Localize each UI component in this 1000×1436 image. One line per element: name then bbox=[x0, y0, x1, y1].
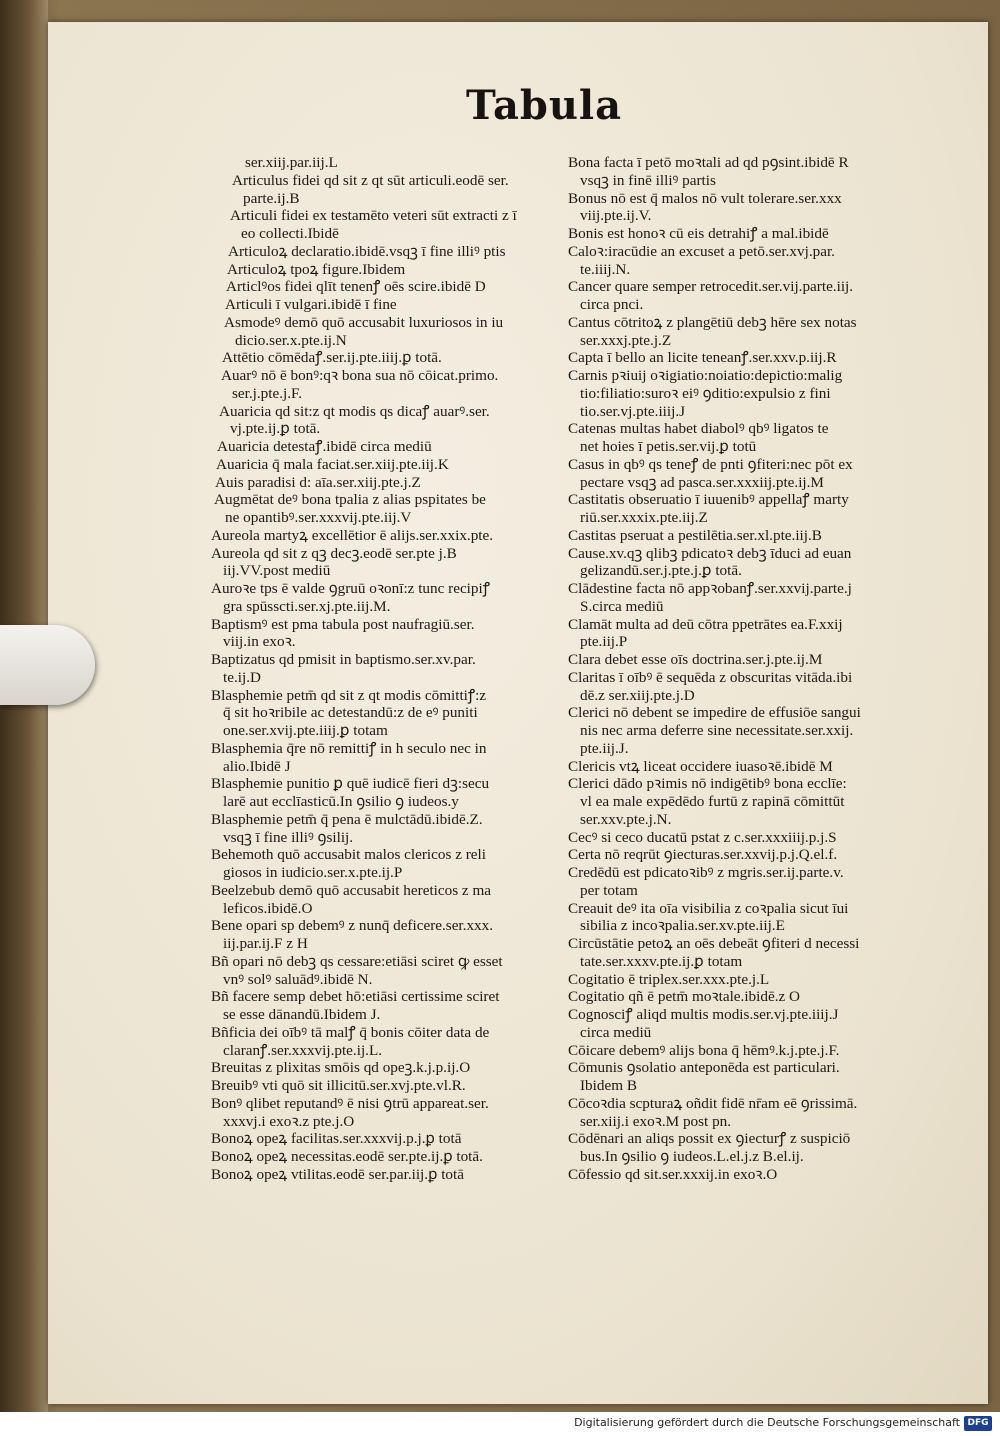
index-line: Cōfessio qd sit.ser.xxxij.in exoꝛ.O bbox=[568, 1165, 778, 1183]
index-line: Articulus fidei qd sit z qt sūt articuli.eodē ser. bbox=[232, 171, 509, 189]
index-line: Cause.xv.qꝫ qlibꝫ pdicatoꝛ debꝫ īduci ad euan bbox=[568, 544, 852, 562]
index-line: Bonis est honoꝛ cū eis detrahiꝭ a mal.ibidē bbox=[568, 225, 829, 242]
document-page bbox=[48, 22, 988, 1404]
index-line: Cognosciꝭ aliqd multis modis.ser.vj.pte.iiij.J bbox=[568, 1006, 839, 1023]
index-line: Bona facta ī petō moꝛtali ad qd pꝯsint.ibidē R bbox=[568, 154, 849, 171]
funding-text: Digitalisierung gefördert durch die Deutsche Forschungsgemeinschaft bbox=[574, 1416, 960, 1429]
footer-bar bbox=[0, 1412, 1000, 1436]
index-line: Cecꝰ si ceco ducatū pstat z c.ser.xxxiiij.p.j.S bbox=[568, 828, 837, 846]
index-line: tio.ser.vj.pte.iiij.J bbox=[580, 402, 686, 420]
index-line: Catenas multas habet diabolꝰ qbꝰ ligatos te bbox=[568, 420, 829, 438]
index-line: vsqꝫ in finē illiꝰ partis bbox=[580, 171, 716, 189]
index-line: iij.VV.post mediū bbox=[223, 562, 331, 580]
index-line: Blasphemia q̄re nō remittiꝭ in h seculo nec in bbox=[211, 739, 487, 757]
index-line: Casus in qbꝰ qs teneꝭ de pnti ꝯfiteri:nec pōt ex bbox=[568, 455, 853, 473]
index-line: Blasphemie petm̄ q̄ pena ē mulctādū.ibidē.Z. bbox=[211, 810, 483, 828]
index-line: viij.in exoꝛ. bbox=[223, 633, 296, 651]
index-line: q̄ sit hoꝛribile ac detestandū:z de eꝰ puniti bbox=[223, 704, 478, 722]
index-line: Augmētat deꝰ bona tpalia z alias pspitates be bbox=[214, 491, 486, 509]
index-line: Bonus nō est q̄ malos nō vult tolerare.ser.xxx bbox=[568, 189, 842, 207]
index-line: Aureola qd sit z qꝫ decꝫ.eodē ser.pte j.B bbox=[211, 544, 457, 562]
index-line: Cogitatio ē triplex.ser.xxx.pte.j.L bbox=[568, 970, 770, 988]
index-line: Cogitatio qñ ē petm̄ moꝛtale.ibidē.z O bbox=[568, 988, 801, 1006]
index-line: Caloꝛ:iracūdie an excuset a petō.ser.xvj.par. bbox=[568, 242, 835, 260]
index-line: pte.iij.P bbox=[580, 633, 628, 651]
index-line: Breuibꝰ vti quō sit illicitū.ser.xvj.pte.vl.R. bbox=[211, 1077, 466, 1094]
index-line: one.ser.xvij.pte.iiij.ꝑ totam bbox=[223, 722, 388, 739]
index-line: gra spūsscti.ser.xj.pte.iij.M. bbox=[223, 597, 391, 615]
index-line: pte.iij.J. bbox=[580, 739, 629, 757]
index-line: Carnis pꝛiuij oꝛigiatio:noiatio:depictio:malig bbox=[568, 367, 843, 384]
index-line: ser.xiij.i exoꝛ.M post pn. bbox=[580, 1112, 732, 1130]
index-line: Cantus cōtritoꝝ z plangētiū debꝫ hēre sex notas bbox=[568, 313, 857, 331]
index-line: nis nec arma deferre sine necessitate.ser.xxij. bbox=[580, 722, 854, 739]
index-line: Clericis vtꝝ liceat occidere iuasoꝛē.ibidē M bbox=[568, 757, 833, 775]
index-line: net hoies ī petis.ser.vij.ꝑ totū bbox=[580, 438, 757, 455]
index-line: circa mediū bbox=[580, 1023, 652, 1041]
left-column bbox=[203, 154, 543, 1184]
index-line: ne opantibꝰ.ser.xxxvij.pte.iij.V bbox=[225, 509, 412, 526]
index-line: pectare vsqꝫ ad pasca.ser.xxxiij.pte.ij.M bbox=[580, 473, 824, 491]
index-line: Bene opari sp debemꝰ z nunq̄ deficere.ser.xxx. bbox=[211, 917, 494, 935]
index-line: Creauit deꝰ ita oīa visibilia z coꝛpalia sicut īui bbox=[568, 899, 849, 917]
index-line: dē.z ser.xiij.pte.j.D bbox=[580, 686, 695, 704]
index-line: Articuloꝝ tpoꝝ figure.Ibidem bbox=[227, 260, 406, 278]
index-line: Circūstātie petoꝝ an oēs debeāt ꝯfiteri d necessi bbox=[568, 935, 860, 952]
index-line: se esse dānandū.Ibidem J. bbox=[223, 1006, 381, 1023]
index-line: Auaricia qd sit:z qt modis qs dicaꝭ auarꝰ.ser. bbox=[219, 402, 490, 420]
index-line: Castitas pseruat a pestilētia.ser.xl.pte.iij.B bbox=[568, 526, 822, 544]
index-line: Baptismꝰ est pma tabula post naufragiū.ser. bbox=[211, 615, 475, 633]
index-line: Asmodeꝰ demō quō accusabit luxuriosos in iu bbox=[224, 313, 504, 331]
index-line: vnꝰ solꝰ saluādꝰ.ibidē N. bbox=[223, 970, 373, 988]
index-line: gelizandū.ser.j.pte.j.ꝑ totā. bbox=[580, 562, 742, 580]
index-line: dicio.ser.x.pte.ij.N bbox=[235, 331, 347, 349]
index-line: ser.xiij.par.iij.L bbox=[245, 154, 338, 171]
page-title: Tabula bbox=[466, 82, 623, 129]
index-line: Clamāt multa ad deū cōtra ppetrātes ea.F.xxij bbox=[568, 615, 843, 633]
index-line: xxxvj.i exoꝛ.z pte.j.O bbox=[223, 1112, 355, 1130]
index-line: Certa nō reqrūt ꝯiecturas.ser.xxvij.p.j.Q.el.f. bbox=[568, 846, 838, 864]
index-line: Auarꝰ nō ē bonꝰ:qꝛ bona sua nō cōicat.primo. bbox=[221, 367, 499, 384]
index-line: Baptizatus qd pmisit in baptismo.ser.xv.par. bbox=[211, 651, 476, 668]
index-line: per totam bbox=[580, 881, 638, 899]
index-line: bus.In ꝯsilio ꝯ iudeos.L.el.j.z B.el.ij. bbox=[580, 1148, 804, 1165]
index-line: Clerici nō debent se impedire de effusiōe sangui bbox=[568, 704, 861, 722]
index-line: tio:filiatio:suroꝛ eiꝰ ꝯditio:expulsio z fini bbox=[580, 384, 831, 402]
index-line: te.iiij.N. bbox=[580, 260, 631, 278]
index-line: Attētio cōmēdaꝭ.ser.ij.pte.iiij.ꝑ totā. bbox=[222, 349, 442, 367]
index-line: Articuli ī vulgari.ibidē ī fine bbox=[225, 296, 397, 313]
index-line: Bñ opari nō debꝫ qs cessare:etiāsi sciret ꝙ esset bbox=[211, 952, 503, 970]
index-line: Bonoꝝ opeꝝ vtilitas.eodē ser.par.iij.ꝑ totā bbox=[211, 1165, 464, 1183]
index-line: Articuli fidei ex testamēto veteri sūt extracti z ī bbox=[230, 207, 517, 225]
index-line: Bñficia dei oībꝰ tā malꝭ q̄ bonis cōiter data de bbox=[211, 1023, 490, 1041]
index-line: circa pnci. bbox=[580, 296, 644, 313]
index-line: Cōcoꝛdia scpturaꝝ oñdit fidē nr̄am eē ꝯrissimā. bbox=[568, 1094, 858, 1112]
index-line: Blasphemie punitio ꝑ quē iudicē fieri dꝫ:secu bbox=[211, 775, 490, 793]
index-line: eo collecti.Ibidē bbox=[241, 225, 339, 242]
page-clip bbox=[0, 625, 95, 705]
index-line: Behemoth quō accusabit malos clericos z reli bbox=[211, 846, 486, 864]
index-line: Articlꝰos fidei qlīt tenenꝭ oēs scire.ibidē D bbox=[226, 278, 486, 296]
index-line: Blasphemie petm̄ qd sit z qt modis cōmittiꝭ:z bbox=[211, 686, 487, 704]
index-line: Aureola martyꝝ excellētior ē alijs.ser.xxix.pte. bbox=[211, 526, 494, 544]
index-line: ser.xxxj.pte.j.Z bbox=[580, 331, 672, 349]
index-line: vl ea male expēdēdo furtū z rapinā cōmittūt bbox=[580, 793, 845, 810]
index-line: vj.pte.ij.ꝑ totā. bbox=[230, 420, 321, 438]
index-line: Articuloꝝ declaratio.ibidē.vsqꝫ ī fine illiꝰ ptis bbox=[228, 242, 506, 260]
index-line: Auis paradisi d: aīa.ser.xiij.pte.j.Z bbox=[215, 473, 421, 491]
index-line: leficos.ibidē.O bbox=[223, 899, 313, 917]
index-line: Breuitas z plixitas smōis qd opeꝫ.k.j.p.ij.O bbox=[211, 1059, 471, 1077]
index-line: Auaricia detestaꝭ.ibidē circa mediū bbox=[217, 438, 432, 455]
index-line: Auroꝛe tps ē valde ꝯgruū oꝛonī:z tunc recipiꝭ bbox=[211, 580, 490, 597]
index-line: te.ij.D bbox=[223, 668, 261, 686]
index-line: vsqꝫ ī fine illiꝰ ꝯsilij. bbox=[223, 828, 354, 846]
index-line: Cōicare debemꝰ alijs bona q̄ hēmꝰ.k.j.pte.j.F. bbox=[568, 1041, 840, 1059]
index-line: Cancer quare semper retrocedit.ser.vij.parte.iij. bbox=[568, 278, 854, 296]
index-line: Bñ facere semp debet hō:etiāsi certissime sciret bbox=[211, 988, 500, 1006]
index-line: iij.par.ij.F z H bbox=[223, 935, 308, 952]
index-line: parte.ij.B bbox=[243, 189, 300, 207]
index-line: Cōdēnari an aliqs possit ex ꝯiecturꝭ z suspiciō bbox=[568, 1130, 851, 1148]
index-line: Clādestine facta nō appꝛobanꝭ.ser.xxvij.parte.j bbox=[568, 580, 852, 597]
index-line: Bonꝰ qlibet reputandꝰ ē nisi ꝯtrū appareat.ser. bbox=[211, 1094, 489, 1112]
index-line: alio.Ibidē J bbox=[223, 757, 291, 775]
index-line: Claritas ī oībꝰ ē sequēda z obscuritas vitāda.ibi bbox=[568, 668, 853, 686]
index-line: giosos in iudicio.ser.x.pte.ij.P bbox=[223, 864, 403, 881]
index-line: ser.xxv.pte.j.N. bbox=[580, 810, 672, 828]
index-line: Castitatis obseruatio ī iuuenibꝰ appellaꝭ marty bbox=[568, 491, 849, 509]
index-line: Bonoꝝ opeꝝ facilitas.ser.xxxvij.p.j.ꝑ totā bbox=[211, 1130, 462, 1148]
index-line: Beelzebub demō quō accusabit hereticos z ma bbox=[211, 881, 492, 899]
index-line: Cōmunis ꝯsolatio anteponēda est particulari. bbox=[568, 1059, 840, 1077]
index-line: riū.ser.xxxix.pte.iij.Z bbox=[580, 509, 708, 526]
index-line: Clerici dādo pꝛimis nō indigētibꝰ bona ecclīe: bbox=[568, 775, 847, 793]
index-line: Credēdū est pdicatoꝛibꝰ z mgris.ser.ij.parte.v. bbox=[568, 864, 844, 881]
index-line: claranꝭ.ser.xxxvij.pte.ij.L. bbox=[223, 1041, 383, 1059]
index-line: Capta ī bello an licite teneanꝭ.ser.xxv.p.iij.R bbox=[568, 349, 837, 367]
index-line: sibilia z incoꝛpalia.ser.xv.pte.iij.E bbox=[580, 917, 785, 935]
index-line: Bonoꝝ opeꝝ necessitas.eodē ser.pte.ij.ꝑ totā. bbox=[211, 1148, 483, 1165]
index-line: tate.ser.xxxv.pte.ij.ꝑ totam bbox=[580, 952, 743, 970]
index-line: Auaricia q̄ mala faciat.ser.xiij.pte.iij.K bbox=[216, 455, 449, 473]
right-column bbox=[568, 154, 908, 1184]
index-line: Ibidem B bbox=[580, 1077, 637, 1094]
index-line: S.circa mediū bbox=[580, 597, 664, 615]
dfg-logo: DFG bbox=[964, 1416, 992, 1431]
index-line: viij.pte.ij.V. bbox=[580, 207, 652, 225]
index-line: larē aut ecclīasticū.In ꝯsilio ꝯ iudeos.y bbox=[223, 793, 459, 810]
index-line: ser.j.pte.j.F. bbox=[232, 384, 303, 402]
book-edge bbox=[0, 0, 48, 1412]
index-line: Clara debet esse oīs doctrina.ser.j.pte.ij.M bbox=[568, 651, 823, 668]
